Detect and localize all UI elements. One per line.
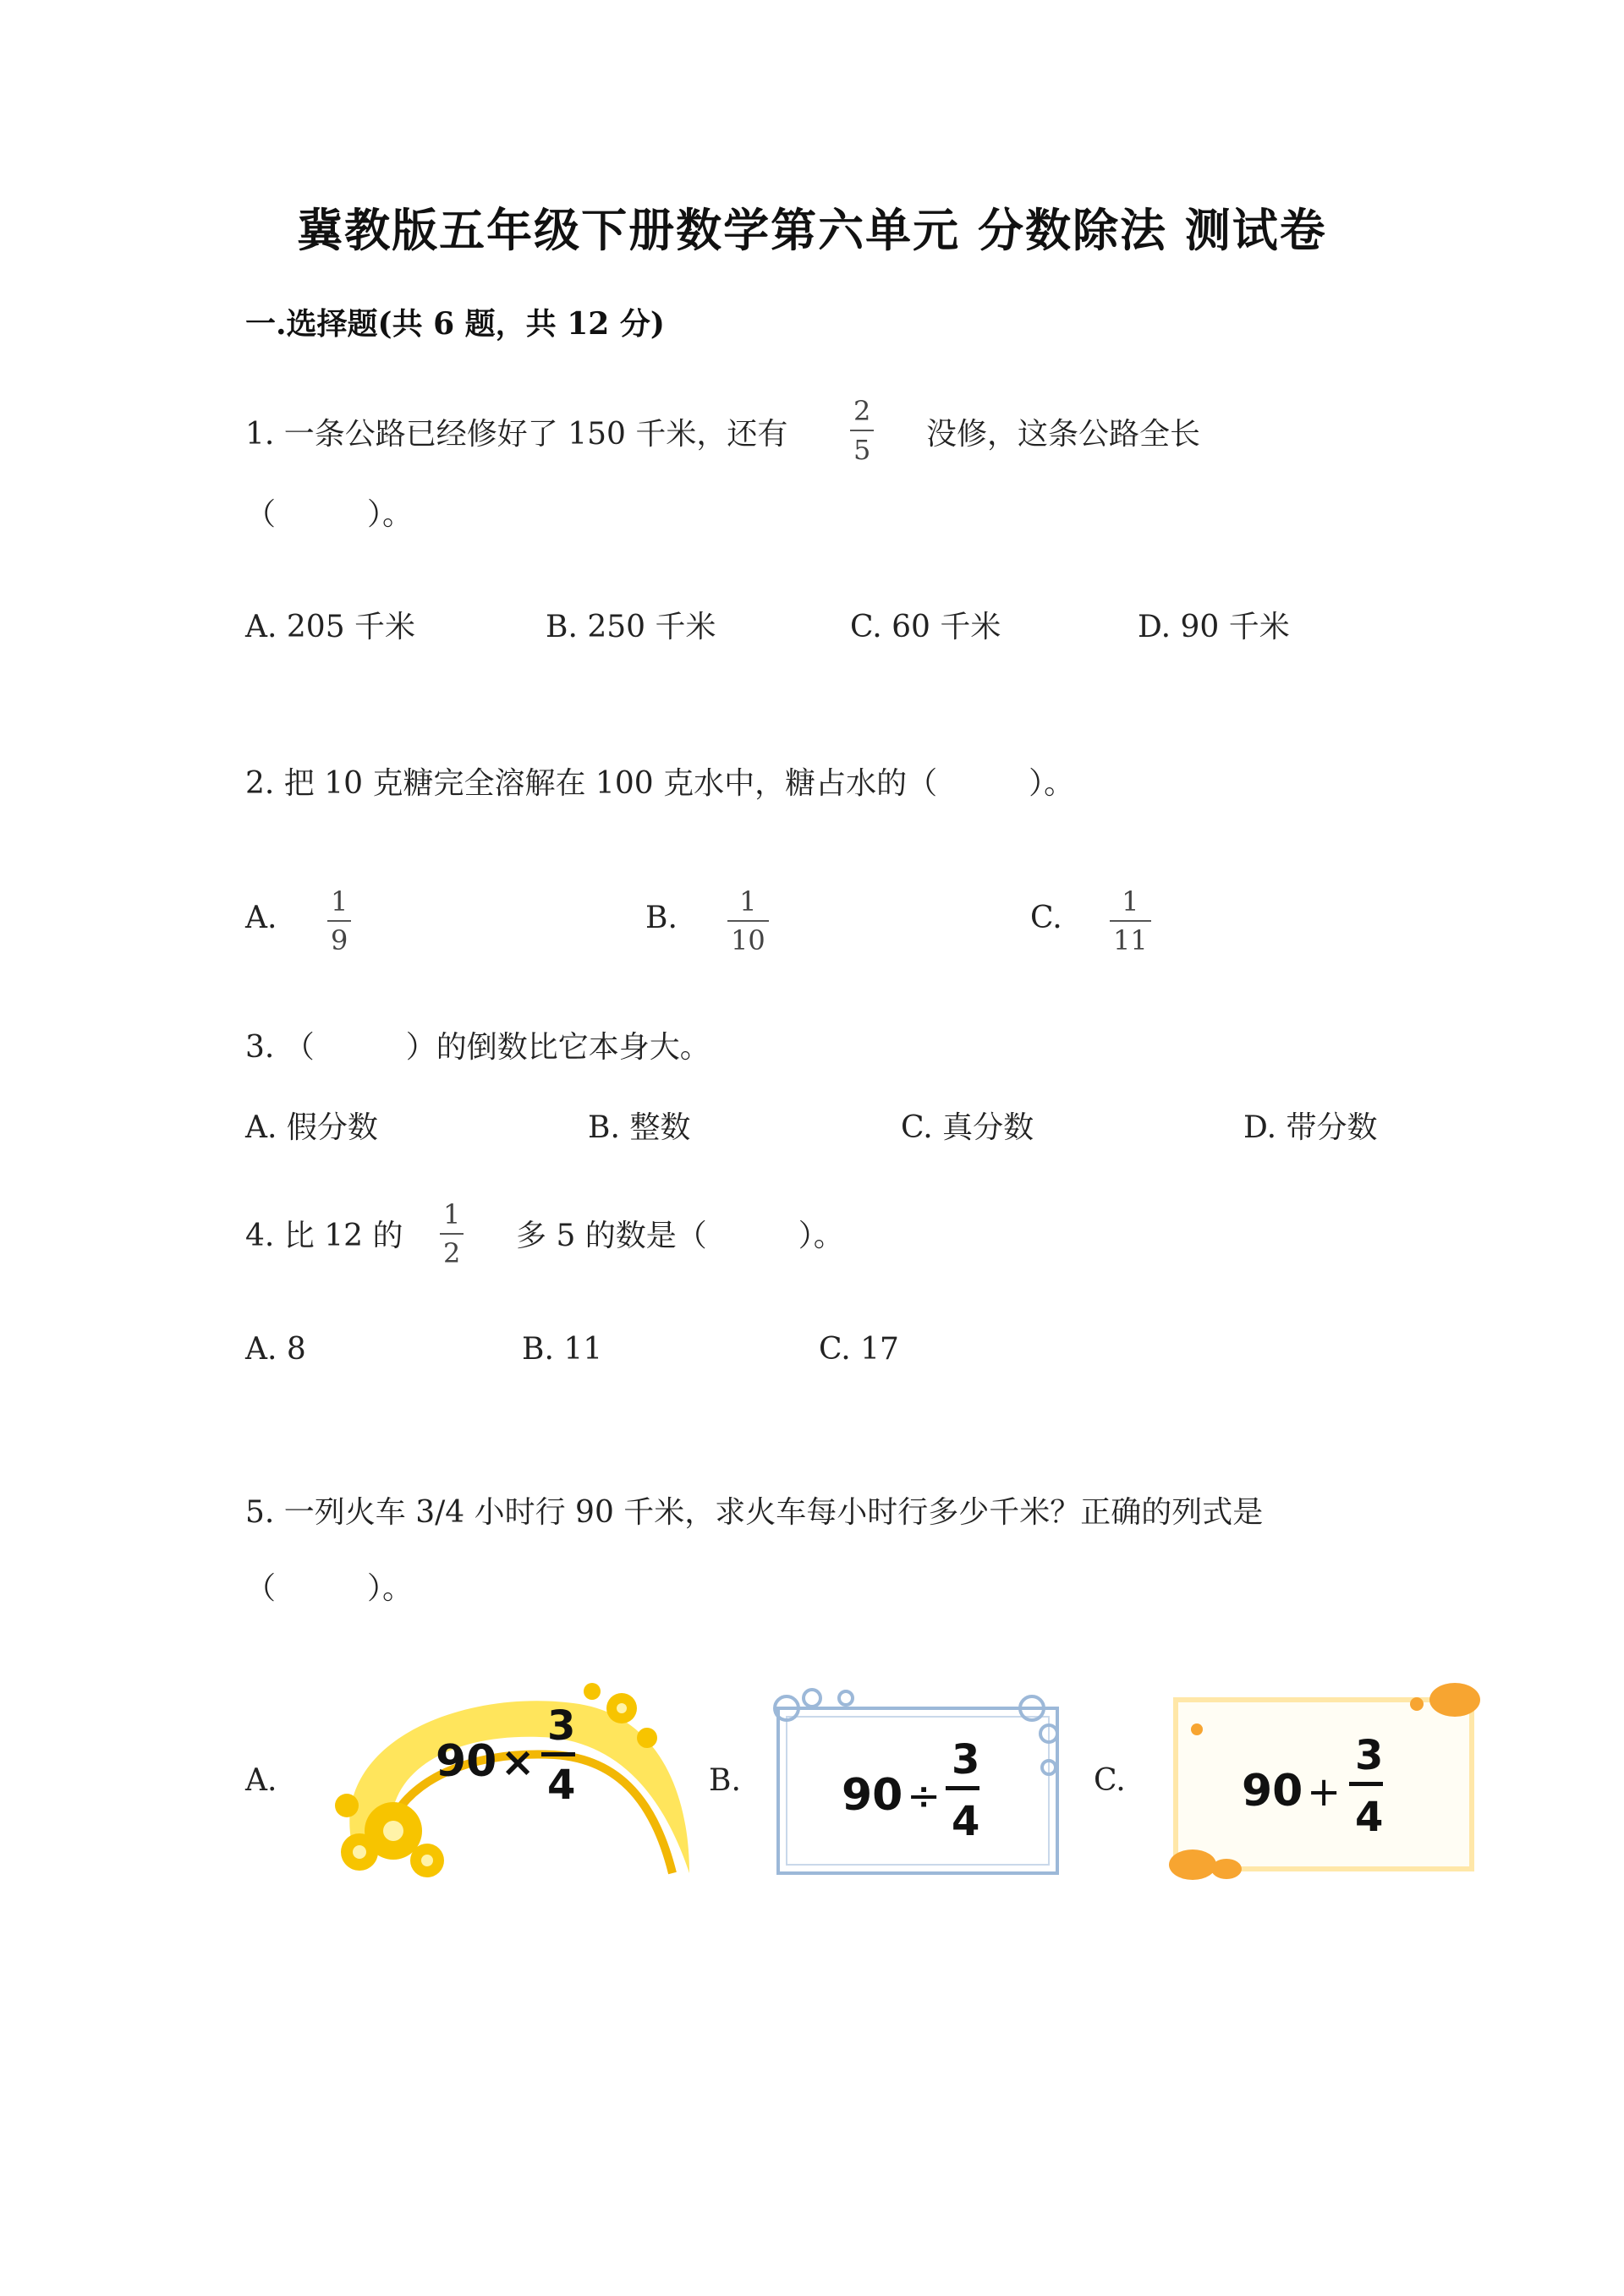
q4-frac-num: 1: [443, 1198, 461, 1230]
q5-a-whole: 90: [436, 1736, 497, 1787]
q3-option-c[interactable]: C. 真分数: [901, 1110, 1034, 1145]
q2-c-den: 11: [1113, 924, 1148, 956]
q2-a-den: 9: [331, 924, 348, 956]
q4-fraction: [440, 1198, 464, 1269]
q5-b-whole: 90: [842, 1770, 903, 1821]
q5-b-den: 4: [952, 1798, 980, 1845]
q3-text: 3. （ ）的倒数比它本身大。: [245, 1030, 710, 1065]
q4-frac-den: 2: [443, 1237, 461, 1269]
q1-option-d[interactable]: D. 90 千米: [1138, 610, 1290, 644]
q5-blank: （ ）。: [245, 1571, 414, 1606]
q2-option-c-fraction[interactable]: [1110, 885, 1151, 956]
q5-option-c-card[interactable]: [1159, 1679, 1489, 1886]
q1-fraction: [850, 395, 874, 466]
q2-option-a-label[interactable]: A.: [245, 901, 277, 935]
q3-option-d[interactable]: D. 带分数: [1243, 1110, 1378, 1145]
q4-option-c[interactable]: C. 17: [819, 1332, 899, 1367]
q4-option-a[interactable]: A. 8: [245, 1332, 306, 1367]
q5-a-num: 3: [547, 1702, 576, 1750]
page-title: 冀教版五年级下册数学第六单元 分数除法 测试卷: [297, 204, 1327, 257]
q2-option-b-fraction[interactable]: [727, 885, 769, 956]
q3-option-a[interactable]: A. 假分数: [245, 1110, 378, 1145]
q4-option-b[interactable]: B. 11: [522, 1332, 603, 1367]
q5-b-op: ÷: [907, 1773, 941, 1820]
q5-c-num: 3: [1355, 1732, 1384, 1779]
q5-a-op: ×: [501, 1739, 535, 1786]
q2-option-c-label[interactable]: C.: [1030, 901, 1062, 935]
q5-text: 5. 一列火车 3/4 小时行 90 千米，求火车每小时行多少千米？正确的列式是: [245, 1495, 1264, 1530]
q5-c-den: 4: [1355, 1794, 1384, 1841]
q5-option-c-label[interactable]: C.: [1094, 1763, 1126, 1798]
q5-option-a-card[interactable]: [300, 1670, 698, 1882]
q1-option-a[interactable]: A. 205 千米: [245, 610, 416, 644]
q2-option-a-fraction[interactable]: [327, 885, 351, 956]
q5-option-b-card[interactable]: [761, 1683, 1074, 1886]
q5-option-a-label[interactable]: A.: [245, 1763, 277, 1798]
section-heading: 一.选择题(共 6 题，共 12 分): [245, 306, 665, 342]
q5-option-b-label[interactable]: B.: [709, 1763, 741, 1798]
q2-b-den: 10: [731, 924, 765, 956]
q1-frac-den: 5: [853, 434, 871, 466]
q1-text-a: 1. 一条公路已经修好了 150 千米，还有: [245, 417, 788, 452]
q1-option-c[interactable]: C. 60 千米: [850, 610, 1001, 644]
q2-text: 2. 把 10 克糖完全溶解在 100 克水中，糖占水的（ ）。: [245, 766, 1075, 801]
q5-b-num: 3: [952, 1736, 980, 1784]
q5-c-whole: 90: [1242, 1766, 1303, 1817]
q4-text-a: 4. 比 12 的: [245, 1219, 403, 1253]
q2-a-num: 1: [331, 885, 348, 918]
q1-text-b: 没修，这条公路全长: [926, 417, 1201, 452]
q2-b-num: 1: [739, 885, 757, 918]
q3-option-b[interactable]: B. 整数: [588, 1110, 691, 1145]
q1-option-b[interactable]: B. 250 千米: [546, 610, 716, 644]
q2-option-b-label[interactable]: B.: [645, 901, 678, 935]
q4-text-b: 多 5 的数是（ ）。: [516, 1219, 844, 1253]
q5-c-op: +: [1307, 1768, 1341, 1816]
q1-blank: （ ）。: [245, 497, 414, 532]
q1-frac-num: 2: [853, 395, 871, 427]
q2-c-num: 1: [1122, 885, 1139, 918]
q5-a-den: 4: [547, 1762, 576, 1809]
